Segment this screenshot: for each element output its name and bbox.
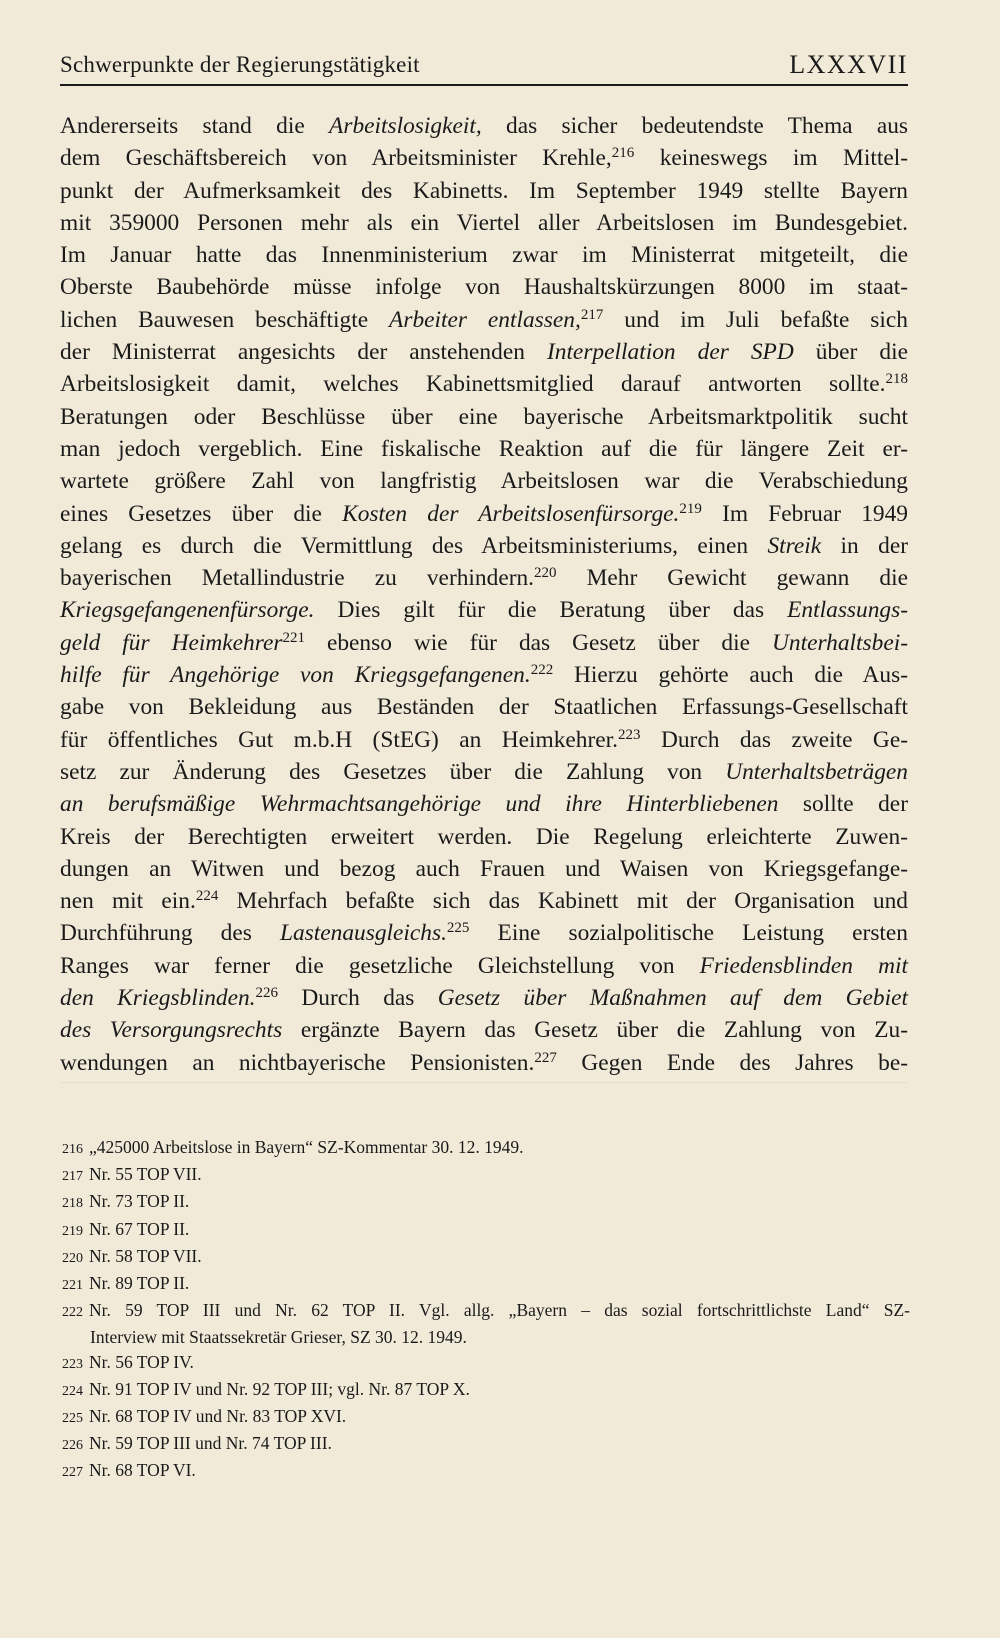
footnote-reference: 226 — [255, 985, 279, 1002]
footnote-number: 222 — [62, 1305, 83, 1321]
italic-term: Unterhaltsbeträgen — [725, 758, 908, 785]
italic-term: Gesetz über Maßnahmen auf dem Gebiet — [437, 985, 908, 1012]
text-line — [60, 788, 908, 820]
footnote-text: Nr. 73 TOP II. — [89, 1191, 190, 1212]
footnote-reference: 217 — [580, 306, 604, 323]
footnote-number: 223 — [62, 1356, 83, 1372]
text-line — [60, 175, 908, 207]
text-line — [60, 724, 908, 756]
text-line — [60, 1014, 908, 1046]
footnote-text: Nr. 56 TOP IV. — [89, 1351, 194, 1372]
footnote-text: Nr. 67 TOP II. — [89, 1218, 190, 1239]
text-run: setz zur Änderung des Gesetzes über die Zahlung von — [60, 758, 726, 785]
footnote-reference: 220 — [534, 565, 557, 582]
italic-term: Friedensblinden mit — [699, 952, 908, 979]
footnote-text: Nr. 59 TOP III und Nr. 74 TOP III. — [89, 1433, 332, 1454]
footnote-text: Nr. 68 TOP IV und Nr. 83 TOP XVI. — [89, 1406, 347, 1427]
text-line — [60, 142, 908, 174]
footnote-number: 225 — [62, 1411, 83, 1427]
text-run: Durch das — [278, 985, 438, 1012]
text-run: Ranges war ferner die gesetzliche Gleichstellung von — [60, 952, 700, 979]
text-run: und im Juli befaßte sich — [603, 306, 908, 333]
italic-term: Kosten der Arbeitslosenfürsorge. — [342, 500, 680, 527]
text-run: Durchführung des — [60, 920, 280, 947]
text-line — [60, 982, 908, 1014]
footnote-text: Nr. 91 TOP IV und Nr. 92 TOP III; vgl. Nr. 87 TOP X. — [89, 1378, 470, 1399]
text-run: für öffentliches Gut m.b.H (StEG) an Heimkehrer. — [60, 726, 619, 753]
text-line — [60, 271, 908, 303]
text-line — [60, 304, 908, 336]
running-title: Schwerpunkte der Regierungstätigkeit — [60, 52, 420, 77]
text-run: wartete größere Zahl von langfristig Arbeitslosen war die Verabschiedung — [60, 468, 908, 495]
italic-term: Arbeiter entlassen, — [389, 306, 581, 333]
text-run: gabe von Bekleidung aus Beständen der Staatlichen Erfassungs-Gesellschaft — [60, 694, 908, 721]
text-line — [60, 530, 908, 562]
text-run: das sicher bedeutendste Thema aus — [481, 113, 909, 139]
text-line — [60, 239, 908, 271]
footnote — [62, 1271, 910, 1298]
text-run: dem Geschäftsbereich von Arbeitsminister Krehle, — [60, 145, 612, 172]
text-line — [60, 594, 908, 626]
text-run: über die — [793, 339, 908, 366]
text-line — [60, 627, 908, 659]
footnote — [62, 1298, 910, 1325]
text-line — [60, 498, 908, 530]
italic-term: Kriegsgefangenenfürsorge. — [60, 597, 315, 624]
text-run: Eine sozialpolitische Leistung ersten — [469, 920, 908, 947]
page-number: LXXXVII — [789, 50, 908, 79]
footnotes — [62, 1135, 910, 1486]
text-run: lichen Bauwesen beschäftigte — [60, 306, 390, 333]
italic-term: hilfe für Angehörige von Kriegsgefangenen. — [60, 662, 531, 689]
text-line — [60, 885, 908, 917]
text-run: mit 359000 Personen mehr als ein Viertel aller Arbeitslosen im Bundesgebiet. — [60, 209, 908, 236]
text-line — [60, 691, 908, 723]
footnote-number: 218 — [62, 1196, 83, 1212]
text-run: der Ministerrat angesichts der anstehenden — [60, 339, 547, 366]
footnote — [62, 1431, 910, 1458]
text-run: Oberste Baubehörde müsse infolge von Haushaltskürzungen 8000 im staat- — [60, 274, 908, 301]
footnote-text: Nr. 68 TOP VI. — [89, 1460, 196, 1481]
italic-term: Entlassungs- — [787, 597, 908, 624]
text-line — [60, 853, 908, 885]
text-run: Hierzu gehörte auch die Aus- — [553, 662, 908, 689]
text-line — [60, 110, 908, 142]
footnote-number: 221 — [62, 1278, 83, 1294]
footnote-reference: 222 — [530, 662, 554, 679]
footnote-text: Nr. 58 TOP VII. — [89, 1245, 202, 1266]
footnote-reference: 216 — [611, 145, 635, 162]
main-text — [60, 110, 908, 1079]
footnote-number: 227 — [62, 1465, 83, 1481]
text-run: gelang es durch die Vermittlung des Arbeitsministeriums, einen — [60, 532, 768, 559]
text-run: dungen an Witwen und bezog auch Frauen und Waisen von Kriegsgefange- — [60, 855, 908, 882]
text-run: Im Januar hatte das Innenministerium zwar im Ministerrat mitgeteilt, die — [60, 242, 908, 269]
text-line — [60, 562, 908, 594]
text-run: Arbeitslosigkeit damit, welches Kabinettsmitglied darauf antworten sollte. — [60, 371, 886, 398]
footnote-text: „425000 Arbeitslose in Bayern“ SZ-Kommentar 30. 12. 1949. — [89, 1137, 524, 1157]
footnote-number: 217 — [62, 1169, 83, 1185]
text-line — [60, 917, 908, 949]
text-line — [60, 1047, 908, 1079]
footnote-number: 219 — [62, 1223, 83, 1239]
footnote-number: 224 — [62, 1383, 83, 1399]
text-run: sollte der — [778, 791, 908, 818]
text-line — [60, 756, 908, 788]
text-line — [60, 950, 908, 982]
text-run: Andererseits stand die — [60, 113, 330, 139]
footnote-text: Nr. 55 TOP VII. — [89, 1164, 202, 1185]
text-run: Mehrfach befaßte sich das Kabinett mit der Organisation und — [218, 888, 908, 915]
running-header — [60, 46, 908, 86]
italic-term: des Versorgungsrechts — [60, 1017, 283, 1044]
footnote-reference: 224 — [195, 888, 219, 905]
footnote — [62, 1189, 910, 1216]
footnote-number: 226 — [62, 1438, 83, 1454]
italic-term: Interpellation der SPD — [546, 339, 794, 366]
text-run: punkt der Aufmerksamkeit des Kabinetts. Im September 1949 stellte Bayern — [60, 177, 908, 204]
text-line — [60, 821, 908, 853]
text-run: wendungen an nichtbayerische Pensionisten. — [60, 1049, 535, 1076]
text-run: keineswegs im Mittel- — [634, 145, 909, 172]
italic-term: Arbeitslosigkeit, — [329, 113, 482, 139]
footnote — [62, 1350, 910, 1377]
footnote — [62, 1217, 910, 1244]
footnote — [62, 1244, 910, 1271]
italic-term: Streik — [767, 532, 822, 559]
text-run: ergänzte Bayern das Gesetz über die Zahlung von Zu- — [282, 1017, 908, 1044]
footnote-text: Nr. 89 TOP II. — [89, 1273, 190, 1294]
footnote-reference: 219 — [679, 500, 702, 517]
italic-term: geld für Heimkehrer — [60, 629, 283, 656]
text-run: Kreis der Berechtigten erweitert werden. Die Regelung erleichterte Zuwen- — [60, 823, 908, 850]
footnote-reference: 223 — [618, 726, 641, 743]
footnote — [62, 1458, 910, 1485]
footnote-number: 220 — [62, 1250, 83, 1266]
text-run: Gegen Ende des Jahres be- — [556, 1049, 908, 1076]
footnote-text: Nr. 59 TOP III und Nr. 62 TOP II. Vgl. allg. „Bayern – das sozial fortschrittlichste Land“ SZ- — [89, 1300, 910, 1321]
text-line — [60, 401, 908, 433]
footnote — [62, 1404, 910, 1431]
text-run: ebenso wie für das Gesetz über die — [304, 629, 772, 656]
text-run: man jedoch vergeblich. Eine fiskalische Reaktion auf die für längere Zeit er- — [60, 435, 908, 462]
text-line — [60, 368, 908, 400]
text-line — [60, 207, 908, 239]
text-run: nen mit ein. — [60, 888, 196, 915]
italic-term: Lastenausgleichs. — [279, 920, 447, 947]
footnote — [62, 1135, 910, 1162]
text-line — [60, 336, 908, 368]
text-line — [60, 433, 908, 465]
text-line — [60, 659, 908, 691]
footnote-reference: 225 — [446, 920, 470, 937]
text-run: Dies gilt für die Beratung über das — [314, 597, 788, 624]
text-run: Mehr Gewicht gewann die — [556, 565, 908, 592]
text-run: in der — [821, 532, 908, 559]
footnote-reference: 227 — [534, 1049, 557, 1066]
text-line — [60, 465, 908, 497]
footnote-reference: 221 — [282, 629, 305, 646]
italic-term: an berufsmäßige Wehrmachtsangehörige und ihre Hinterbliebenen — [60, 791, 779, 818]
text-run: eines Gesetzes über die — [60, 500, 343, 527]
footnote — [62, 1377, 910, 1404]
footnote — [62, 1162, 910, 1189]
footnote-continuation: Interview mit Staatssekretär Grieser, SZ 30. 12. 1949. — [90, 1327, 467, 1348]
show-through-shadow — [60, 1082, 908, 1123]
italic-term: den Kriegsblinden. — [60, 985, 256, 1012]
italic-term: Unterhaltsbei- — [771, 629, 908, 656]
text-run: Durch das zweite Ge- — [640, 726, 908, 753]
text-run: Beratungen oder Beschlüsse über eine bayerische Arbeitsmarktpolitik sucht — [60, 403, 908, 430]
footnote-number: 216 — [62, 1142, 83, 1157]
footnote-reference: 218 — [885, 371, 908, 388]
text-run: Im Februar 1949 — [701, 500, 908, 527]
text-run: bayerischen Metallindustrie zu verhindern. — [60, 565, 535, 592]
